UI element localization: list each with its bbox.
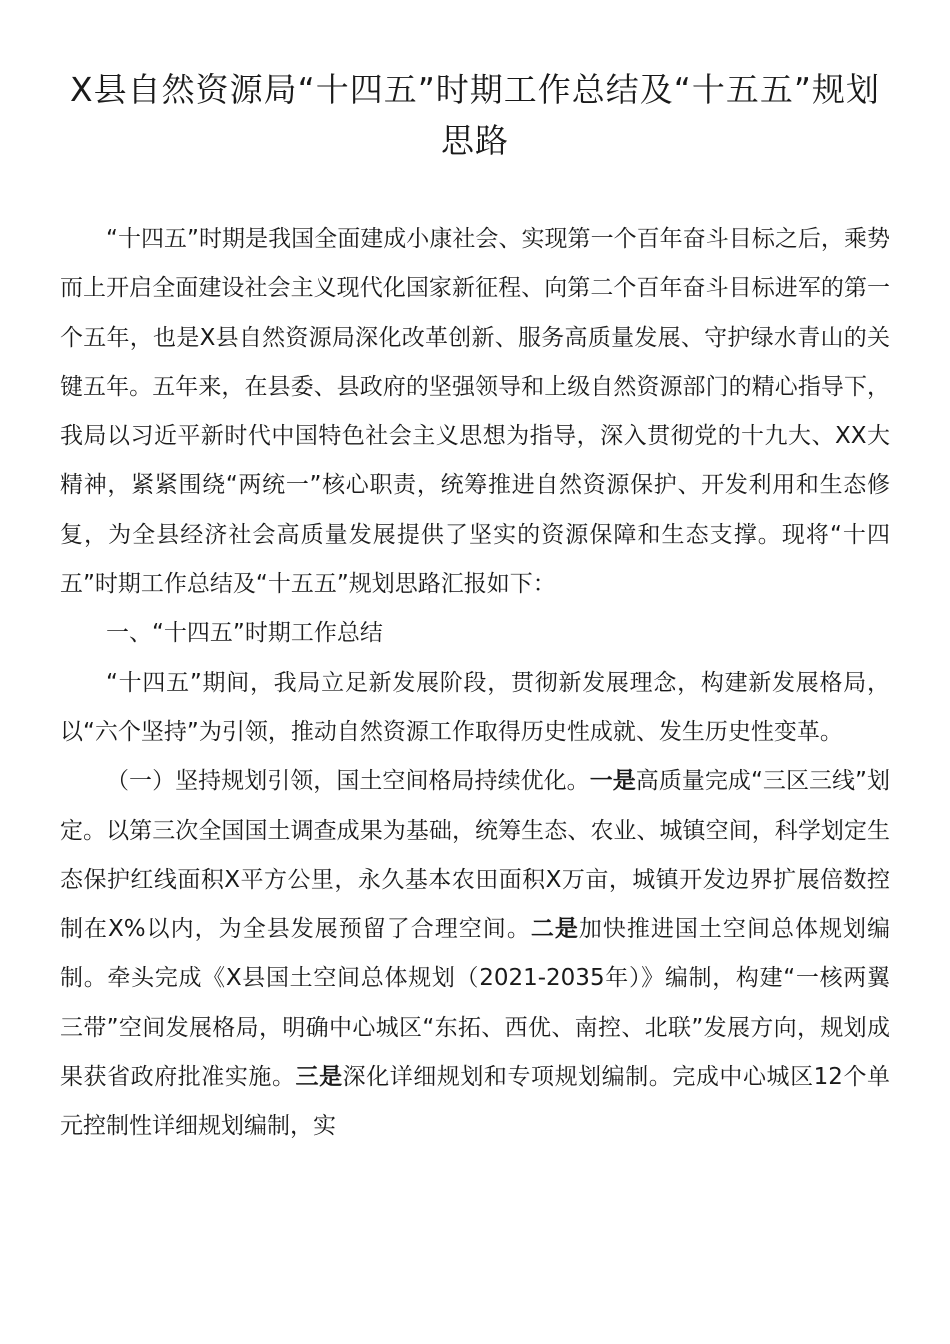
point-label-2: 二是 [530, 916, 579, 943]
point-text-1: 高质量完成“三区三线”划定。以第三次全国国土调查成果为基础，统筹生态、农业、城镇空间，科学划定生态保护红线面积X平方公里，永久基本农田面积X万亩，城镇开发边界扩展倍数控制在X%以内，为全县发展预留了合理空间。 [60, 768, 891, 943]
subsection-heading: （一）坚持规划引领，国土空间格局持续优化。 [106, 768, 590, 795]
section-heading: 一、“十四五”时期工作总结 [106, 620, 383, 647]
intro-paragraph: “十四五”时期是我国全面建成小康社会、实现第一个百年奋斗目标之后，乘势而上开启全面建设社会主义现代化国家新征程、向第二个百年奋斗目标进军的第一个五年，也是X县自然资源局深化改革创新、服务高质量发展、守护绿水青山的关键五年。五年来，在县委、县政府的坚强领导和上级自然资源部门的精心指导下，我局以习近平新时代中国特色社会主义思想为指导，深入贯彻党的十九大、XX大精神，紧紧围绕“两统一”核心职责，统筹推进自然资源保护、开发利用和生态修复，为全县经济社会高质量发展提供了坚实的资源保障和生态支撑。现将“十四五”时期工作总结及“十五五”规划思路汇报如下： [60, 226, 890, 598]
point-label-1: 一是 [589, 768, 636, 795]
point-label-3: 三是 [295, 1064, 343, 1091]
section-intro-paragraph: “十四五”期间，我局立足新发展阶段，贯彻新发展理念，构建新发展格局，以“六个坚持”为引领，推动自然资源工作取得历史性成就、发生历史性变革。 [60, 669, 890, 745]
document-title: X县自然资源局“十四五”时期工作总结及“十五五”规划思路 [70, 70, 880, 160]
document-body [60, 215, 890, 1152]
subsection-paragraph [60, 757, 890, 1151]
point-text-3: 深化详细规划和专项规划编制。完成中心城区12个单元控制性详细规划编制，实 [60, 1064, 891, 1140]
point-text-2: 加快推进国土空间总体规划编制。牵头完成《X县国土空间总体规划（2021-2035年）》编制，构建“一核两翼三带”空间发展格局，明确中心城区“东拓、西优、南控、北联”发展方向，规划成果获省政府批准实施。 [60, 916, 890, 1091]
